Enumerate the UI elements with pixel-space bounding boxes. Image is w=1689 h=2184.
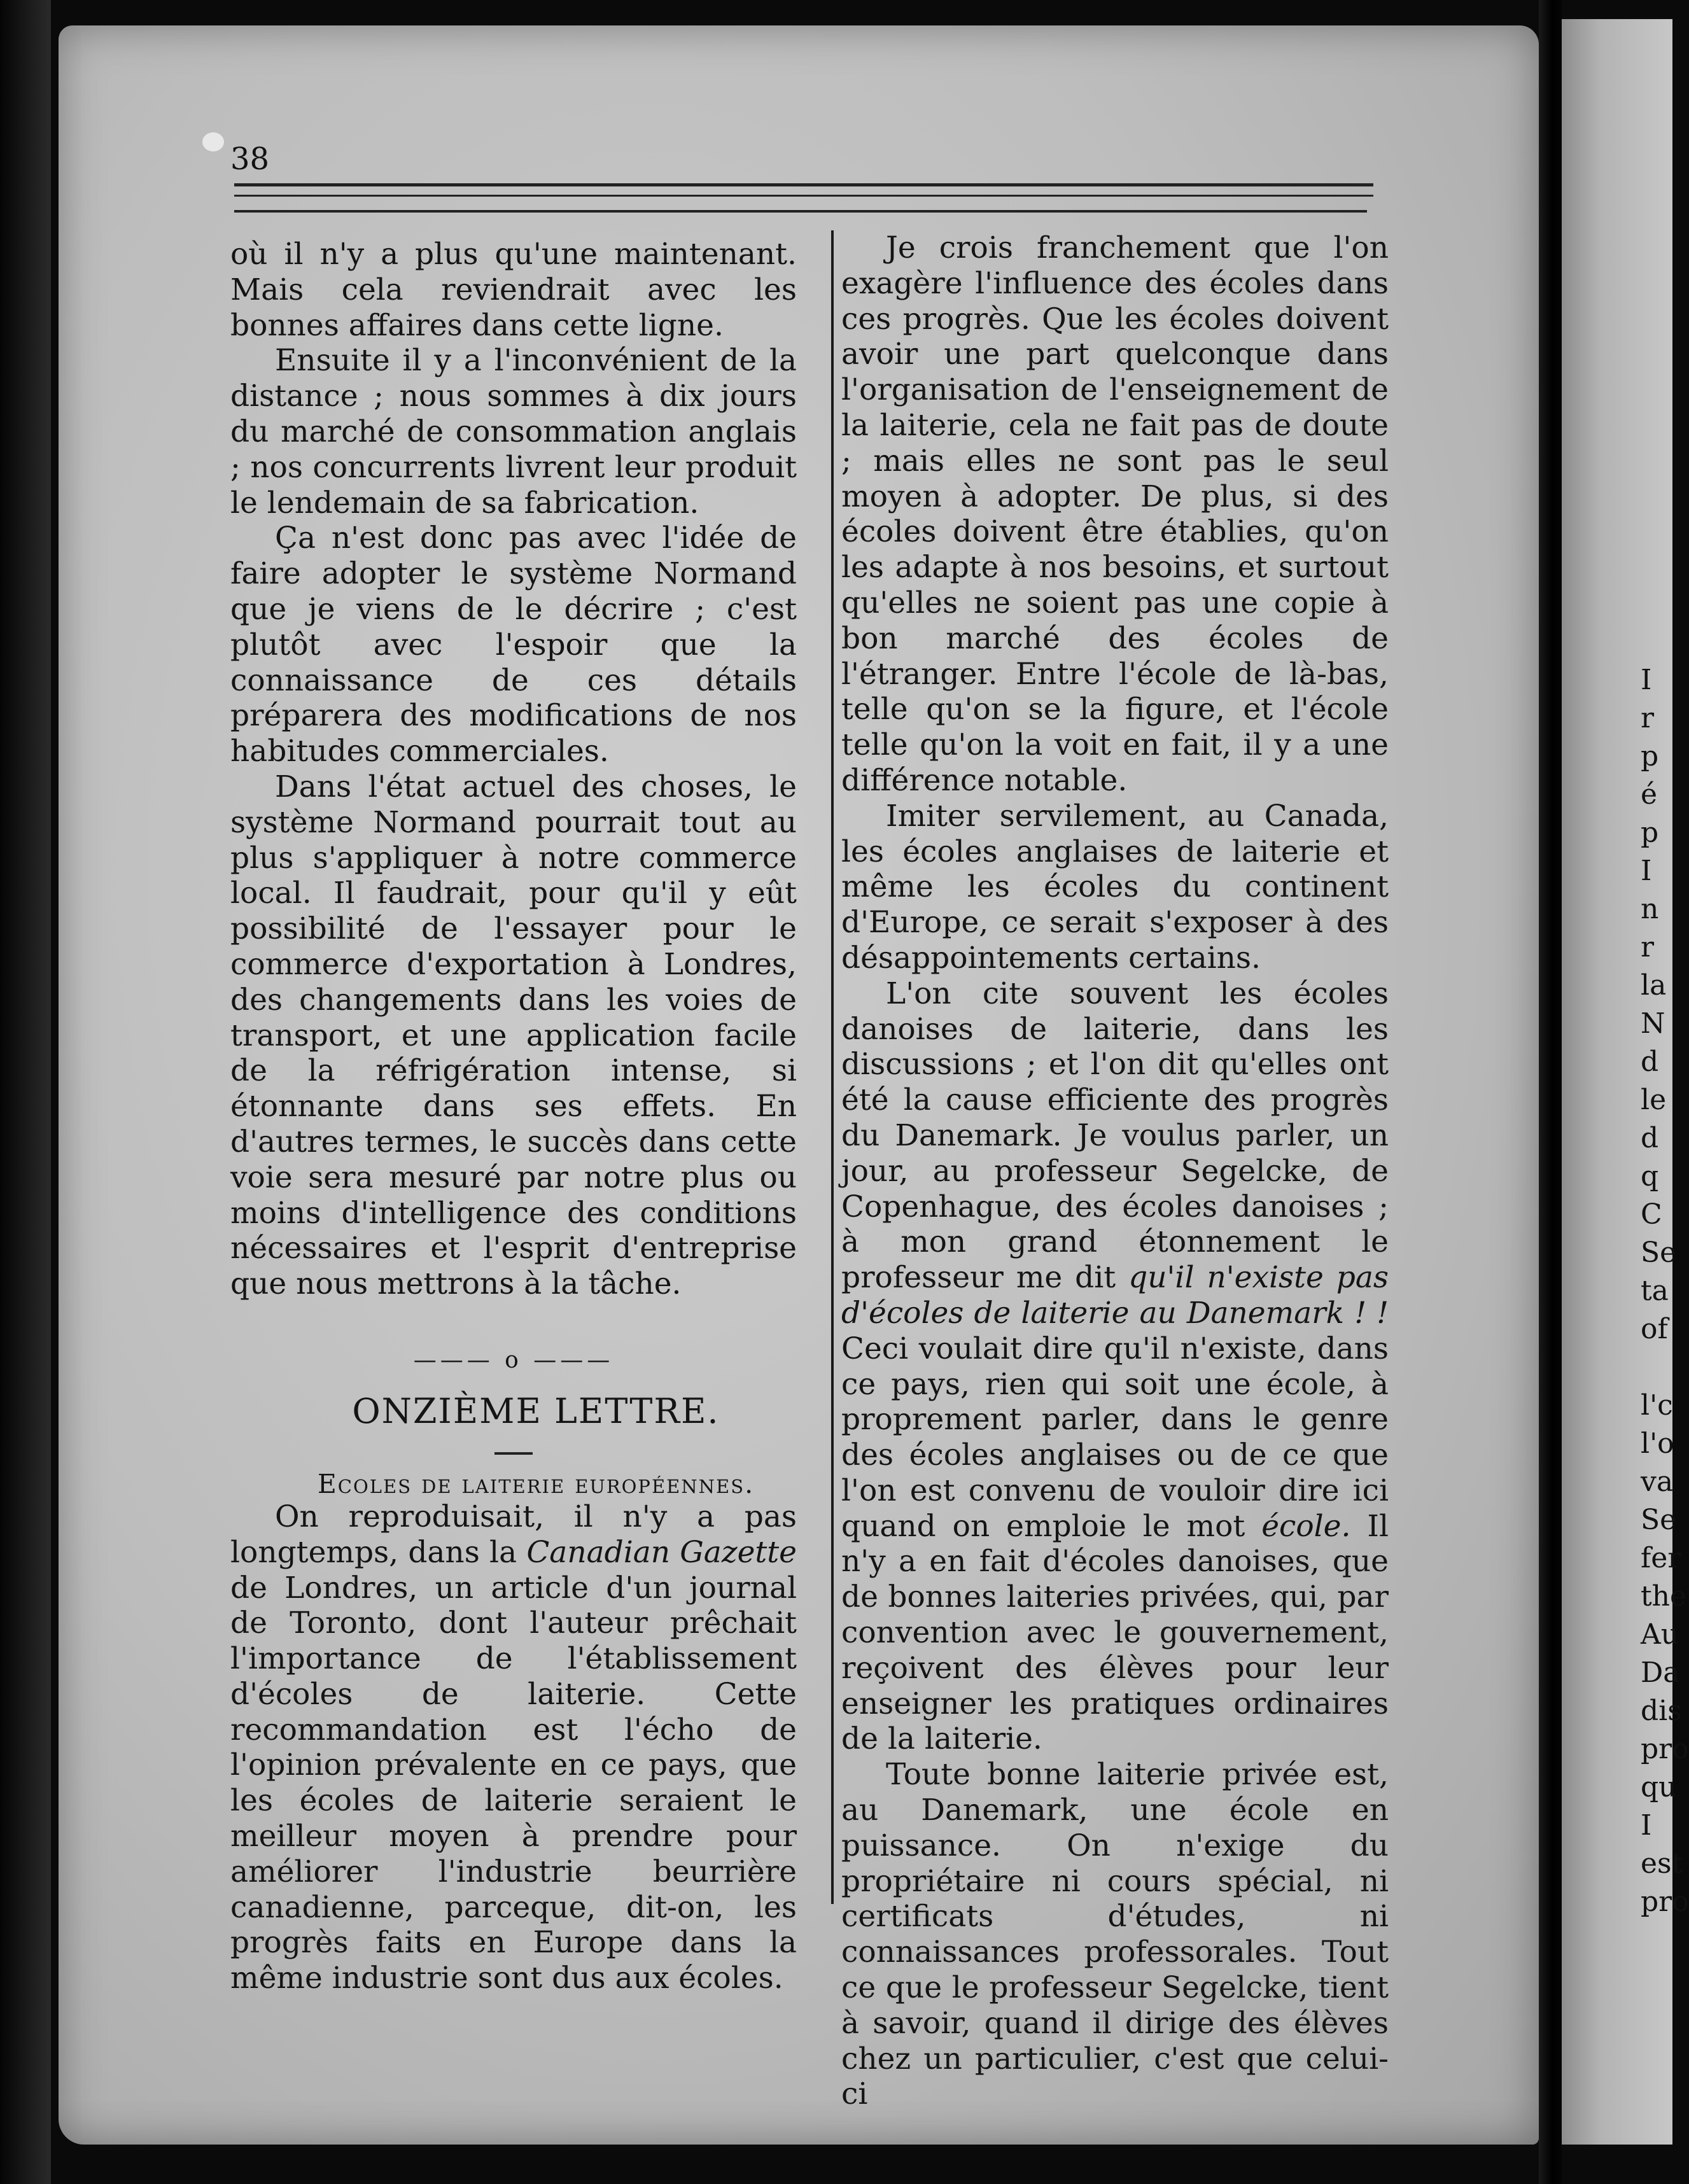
paragraph: Ça n'est donc pas avec l'idée de faire adopter le système Normand que je viens de le décrire ; c'est plutôt avec l'espoir que la connaissance de ces détails préparera des modifications de nos habitudes commerciales. [230, 521, 797, 769]
adjacent-page-text: p [1641, 816, 1659, 849]
adjacent-page-text: Se [1641, 1504, 1677, 1536]
adjacent-page-text: fer [1641, 1542, 1681, 1574]
adjacent-page-text: the [1641, 1580, 1687, 1613]
adjacent-page-text: Se [1641, 1236, 1677, 1269]
adjacent-page-text: q [1641, 1160, 1659, 1193]
adjacent-page-text: d [1641, 1122, 1659, 1154]
adjacent-page-text: n [1641, 893, 1659, 925]
paragraph-text: Ceci voulait dire qu'il n'existe, dans ce pays, rien qui soit une école, à proprement parler, dans le genre des écoles anglaises ou de ce que l'on est convenu de vouloir dire ici quand on emploie le mot [841, 1331, 1389, 1544]
adjacent-page-text: dis [1641, 1695, 1682, 1727]
scan-left-edge [0, 0, 51, 2184]
italic-word: école. [1261, 1508, 1351, 1544]
paragraph-text: Il n'y a en fait d'écoles danoises, que de bonnes laiteries privées, qui, par convention avec le gouvernement, reçoivent des élèves pour leur enseigner les pratiques ordinaires de la laiterie. [841, 1508, 1389, 1757]
adjacent-page-text: é [1641, 778, 1658, 811]
adjacent-page-text: l'c [1641, 1389, 1673, 1422]
paragraph [230, 1499, 797, 1996]
column-divider [831, 230, 834, 1904]
page-number: 38 [230, 141, 270, 177]
paragraph-text: On reproduisait, il n'y a pas longtemps, dans la [230, 1499, 797, 1570]
adjacent-page-text: pro [1641, 1886, 1689, 1918]
ink-smudge [202, 132, 224, 151]
paragraph: Dans l'état actuel des choses, le système Normand pourrait tout au plus s'appliquer à notre commerce local. Il faudrait, pour qu'il y eût possibilité de l'essayer pour le commerce d'exportation à Londres, des changements dans les voies de transport, et une application facile de la réfrigération intense, si étonnante dans ses effets. En d'autres termes, le succès dans cette voie sera mesuré par notre plus ou moins d'intelligence des conditions nécessaires et l'esprit d'entreprise que nous mettrons à la tâche. [230, 769, 797, 1302]
adjacent-page-text: la [1641, 969, 1667, 1002]
adjacent-page-fragment [1562, 19, 1689, 2145]
section-ornament: ——— o ——— [413, 1347, 614, 1373]
right-column [841, 230, 1389, 2112]
paragraph-text: de Londres, un article d'un journal de Toronto, dont l'auteur prêchait l'importance de l'établissement d'écoles de laiterie. Cette recommandation est l'écho de l'opinion prévalente en ce pays, que les écoles de laiterie seraient le meilleur moyen à prendre pour améliorer l'industrie beurrière canadienne, parceque, dit-on, les progrès faits en Europe dans la même industrie sont dus aux écoles. [230, 1570, 797, 1996]
paragraph: où il n'y a plus qu'une maintenant. Mais cela reviendrait avec les bonnes affaires dans cette ligne. [230, 237, 797, 343]
adjacent-page-text: Au [1641, 1618, 1679, 1651]
paragraph [841, 976, 1389, 1758]
section-title: Ecoles de laiterie européennes. [317, 1468, 755, 1499]
title-dash [494, 1452, 533, 1455]
header-rule-lower [234, 210, 1367, 213]
adjacent-page-text: va [1641, 1466, 1674, 1498]
paragraph-text: L'on cite souvent les écoles danoises de laiterie, dans les discussions ; et l'on dit qu'elles ont été la cause efficiente des progrès du Danemark. Je voulus parler, un jour, au professeur Segelcke, de Copenhague, des écoles danoises ; à mon grand étonnement le professeur me dit [841, 976, 1389, 1296]
adjacent-page-text: C [1641, 1198, 1662, 1231]
adjacent-page-text: I [1641, 664, 1652, 696]
adjacent-page-text: est [1641, 1847, 1683, 1880]
adjacent-page-text: I [1641, 1809, 1652, 1842]
header-rule-thin [234, 195, 1373, 197]
left-column [230, 237, 797, 1996]
paragraph: Toute bonne laiterie privée est, au Danemark, une école en puissance. On n'exige du propriétaire ni cours spécial, ni certificats d'études, ni connaissances professorales. Tout ce que le professeur Segelcke, tient à savoir, quand il dirige des élèves chez un particulier, c'est que celui-ci [841, 1757, 1389, 2112]
adjacent-page-text: pro [1641, 1733, 1689, 1765]
adjacent-page-text: Da [1641, 1656, 1680, 1689]
adjacent-page-text: N [1641, 1007, 1665, 1040]
paragraph: Ensuite il y a l'inconvénient de la distance ; nous sommes à dix jours du marché de consommation anglais ; nos concurrents livrent leur produit le lendemain de sa fabrication. [230, 343, 797, 521]
adjacent-page-text: r [1641, 702, 1655, 734]
adjacent-page-text: qu [1641, 1771, 1677, 1803]
chapter-title: ONZIÈME LETTRE. [352, 1390, 720, 1431]
header-rule [234, 183, 1373, 186]
book-gutter [1539, 0, 1562, 2184]
adjacent-page-text: of [1641, 1313, 1668, 1345]
adjacent-page-text: le [1641, 1084, 1667, 1116]
adjacent-page-text: ta [1641, 1275, 1669, 1307]
adjacent-page-text: l'o [1641, 1427, 1674, 1460]
italic-quote: qu'il n'existe pas d'écoles de laiterie au Danemark ! ! [841, 1260, 1389, 1331]
adjacent-page-text: p [1641, 740, 1659, 773]
adjacent-page-text: d [1641, 1046, 1659, 1078]
italic-title: Canadian Gazette [526, 1534, 797, 1570]
paragraph: Je crois franchement que l'on exagère l'influence des écoles dans ces progrès. Que les écoles doivent avoir une part quelconque dans l'organisation de l'enseignement de la laiterie, cela ne fait pas de doute ; mais elles ne sont pas le seul moyen à adopter. De plus, si des écoles doivent être établies, qu'on les adapte à nos besoins, et surtout qu'elles ne soient pas une copie à bon marché des écoles de l'étranger. Entre l'école de là-bas, telle qu'on se la figure, et l'école telle qu'on la voit en fait, il y a une différence notable. [841, 230, 1389, 798]
adjacent-page-text: r [1641, 931, 1655, 963]
paragraph: Imiter servilement, au Canada, les écoles anglaises de laiterie et même les écoles du continent d'Europe, ce serait s'exposer à des désappointements certains. [841, 798, 1389, 976]
adjacent-page-text: I [1641, 855, 1652, 887]
